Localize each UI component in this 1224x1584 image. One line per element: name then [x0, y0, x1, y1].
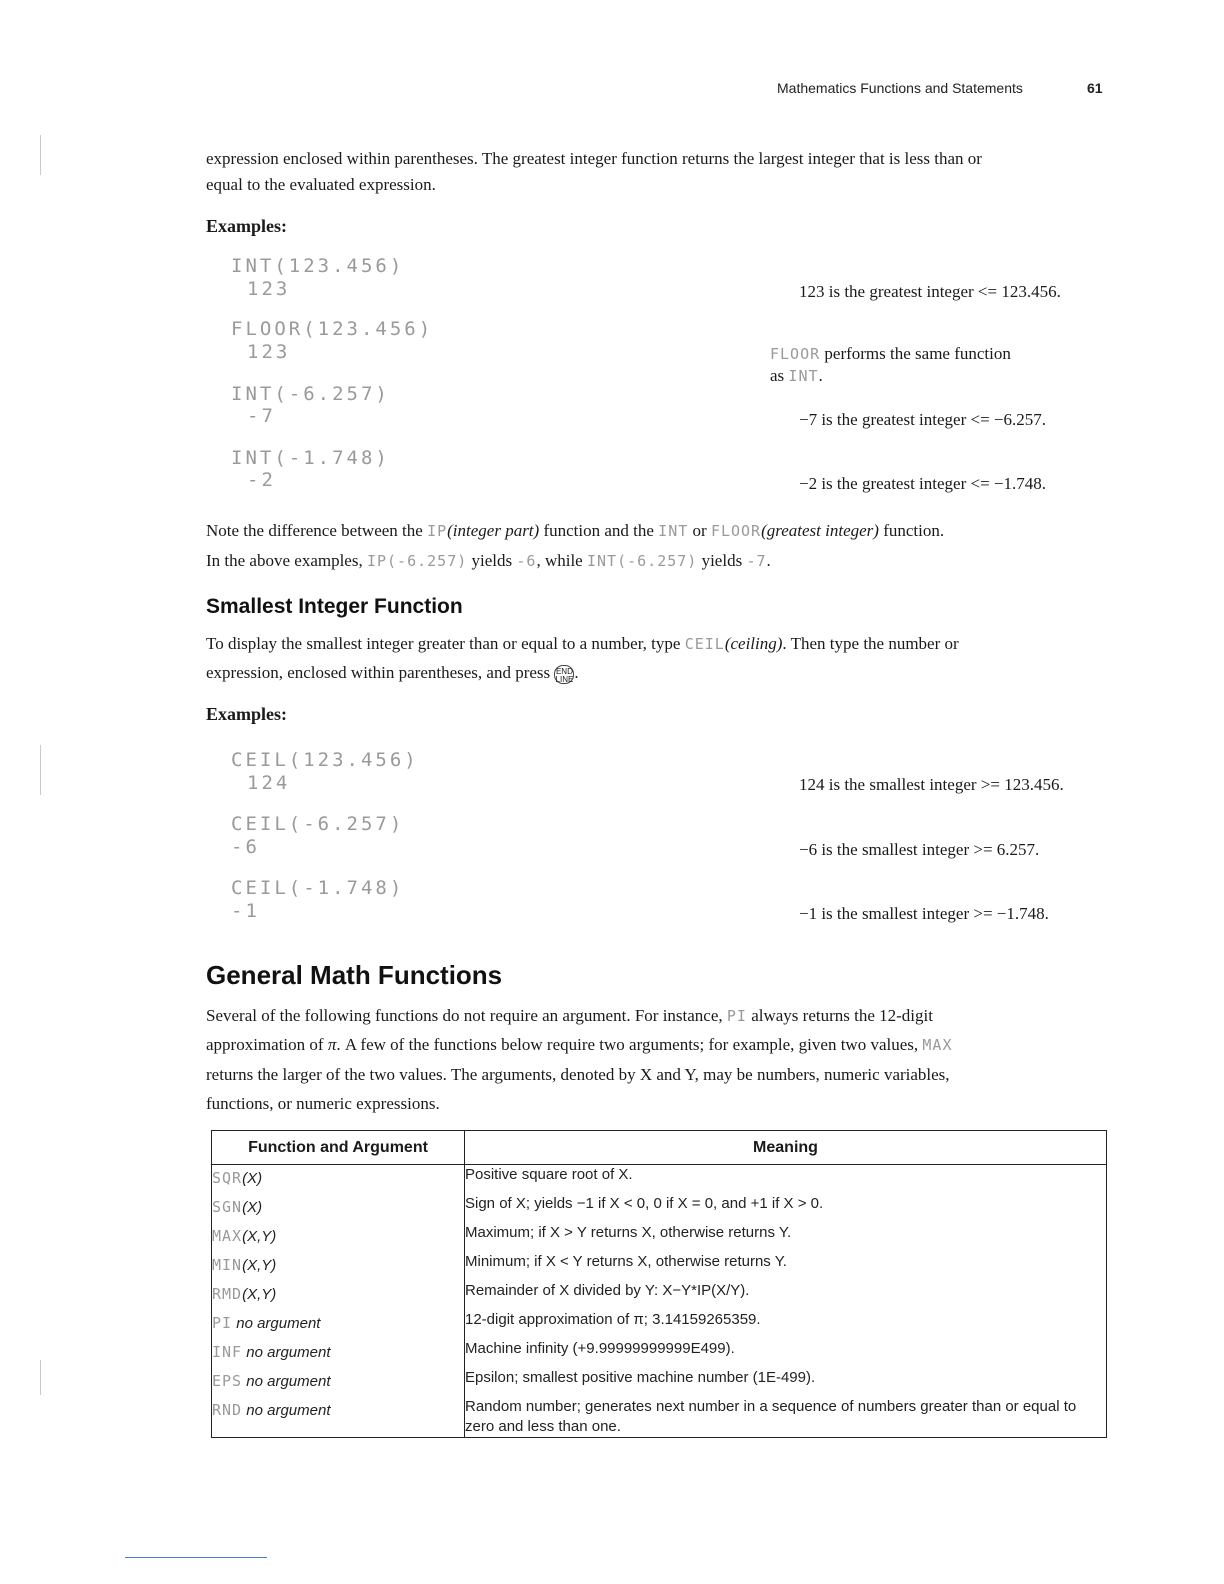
examples-heading: Examples:: [206, 704, 287, 724]
function-cell: MIN(X,Y): [212, 1252, 465, 1281]
table-row: [212, 1339, 1107, 1368]
function-cell: RMD(X,Y): [212, 1281, 465, 1310]
meaning-cell: Machine infinity (+9.99999999999E499).: [465, 1339, 1107, 1368]
meaning-cell: Minimum; if X < Y returns X, otherwise returns Y.: [465, 1252, 1107, 1281]
inline-code: FLOOR: [770, 345, 821, 363]
intro-line-2: equal to the evaluated expression.: [206, 175, 436, 194]
example-output: 123: [247, 341, 291, 363]
margin-mark: [40, 745, 41, 795]
running-title: Mathematics Functions and Statements: [777, 80, 1023, 96]
inline-code: IP(-6.257): [366, 552, 468, 570]
inline-code: PI: [726, 1007, 747, 1025]
example-note: −7 is the greatest integer <= −6.257.: [799, 410, 1047, 429]
table-row: [212, 1252, 1107, 1281]
inline-code: INT(-6.257): [586, 552, 698, 570]
meaning-cell: Random number; generates next number in a sequence of numbers greater than or equal to zero and less than one.: [465, 1397, 1107, 1438]
page-number: 61: [1087, 80, 1103, 96]
example-output: 124: [247, 772, 291, 794]
inline-code: -6: [516, 552, 537, 570]
intro-line-1: expression enclosed within parentheses. The greatest integer function returns the largest integer that is less than or: [206, 149, 982, 168]
inline-code: INT: [788, 367, 819, 385]
meaning-cell: Epsilon; smallest positive machine number (1E-499).: [465, 1368, 1107, 1397]
table-row: [212, 1368, 1107, 1397]
example-input: CEIL(-1.748): [231, 877, 405, 899]
difference-note-line-1: Note the difference between the IP(integer part) function and the INT or FLOOR(greatest integer) function.: [206, 521, 945, 540]
table-row: [212, 1165, 1107, 1195]
example-note: −6 is the smallest integer >= 6.257.: [799, 840, 1040, 859]
difference-note-line-2: In the above examples, IP(-6.257) yields -6, while INT(-6.257) yields -7.: [206, 551, 771, 570]
example-input: INT(123.456): [231, 255, 405, 277]
margin-mark: [40, 135, 41, 175]
inline-code: CEIL: [684, 635, 725, 653]
example-input: INT(-6.257): [231, 383, 390, 405]
function-cell: INF no argument: [212, 1339, 465, 1368]
examples-heading: Examples:: [206, 216, 287, 236]
function-cell: MAX(X,Y): [212, 1223, 465, 1252]
general-para-line-3: returns the larger of the two values. The arguments, denoted by X and Y, may be numbers, numeric variables,: [206, 1065, 950, 1084]
example-input: INT(-1.748): [231, 447, 390, 469]
table-row: [212, 1310, 1107, 1339]
example-output: -6: [231, 836, 260, 858]
inline-code: -7: [746, 552, 767, 570]
meaning-cell: Maximum; if X > Y returns X, otherwise returns Y.: [465, 1223, 1107, 1252]
example-input: CEIL(-6.257): [231, 813, 405, 835]
general-para-line-2: approximation of π. A few of the functions below require two arguments; for example, given two values, MAX: [206, 1035, 953, 1054]
column-header-meaning: Meaning: [465, 1131, 1107, 1165]
function-cell: RND no argument: [212, 1397, 465, 1438]
general-para-line-4: functions, or numeric expressions.: [206, 1094, 440, 1113]
example-note: −2 is the greatest integer <= −1.748.: [799, 474, 1047, 493]
footnote-rule: [125, 1557, 267, 1558]
table-row: [212, 1194, 1107, 1223]
function-cell: SGN(X): [212, 1194, 465, 1223]
inline-code: MAX: [922, 1036, 953, 1054]
smallest-para-line-1: To display the smallest integer greater than or equal to a number, type CEIL(ceiling). Then type the number or: [206, 634, 959, 653]
function-cell: PI no argument: [212, 1310, 465, 1339]
meaning-cell: 12-digit approximation of π; 3.14159265359.: [465, 1310, 1107, 1339]
smallest-para-line-2: expression, enclosed within parentheses, and press END LINE.: [206, 663, 579, 684]
inline-code: IP: [427, 522, 448, 540]
example-output: 123: [247, 278, 291, 300]
end-line-key-icon: END LINE: [555, 666, 574, 684]
function-cell: SQR(X): [212, 1165, 465, 1195]
example-input: CEIL(123.456): [231, 749, 419, 771]
table-row: [212, 1397, 1107, 1438]
section-title-general-math: General Math Functions: [206, 960, 503, 990]
column-header-function: Function and Argument: [212, 1131, 465, 1165]
function-cell: EPS no argument: [212, 1368, 465, 1397]
section-title-smallest-integer: Smallest Integer Function: [206, 595, 463, 618]
example-note: 123 is the greatest integer <= 123.456.: [799, 282, 1061, 301]
example-output: -2: [247, 469, 276, 491]
example-note-line-2: as INT.: [770, 366, 823, 385]
example-note: −1 is the smallest integer >= −1.748.: [799, 904, 1049, 923]
meaning-cell: Sign of X; yields −1 if X < 0, 0 if X = 0, and +1 if X > 0.: [465, 1194, 1107, 1223]
meaning-cell: Positive square root of X.: [465, 1165, 1107, 1195]
inline-code: FLOOR: [710, 522, 762, 540]
example-note: FLOOR performs the same function: [770, 344, 1011, 363]
example-output: -1: [231, 900, 260, 922]
margin-mark: [40, 1360, 41, 1395]
table-row: [212, 1281, 1107, 1310]
table-row: [212, 1223, 1107, 1252]
general-para-line-1: Several of the following functions do not require an argument. For instance, PI always returns the 12-digit: [206, 1006, 933, 1025]
example-input: FLOOR(123.456): [231, 318, 434, 340]
inline-code: INT: [658, 522, 689, 540]
math-functions-table: [211, 1130, 1107, 1438]
table-header-row: [212, 1131, 1107, 1165]
example-note: 124 is the smallest integer >= 123.456.: [799, 775, 1064, 794]
example-output: -7: [247, 405, 276, 427]
meaning-cell: Remainder of X divided by Y: X−Y*IP(X/Y).: [465, 1281, 1107, 1310]
